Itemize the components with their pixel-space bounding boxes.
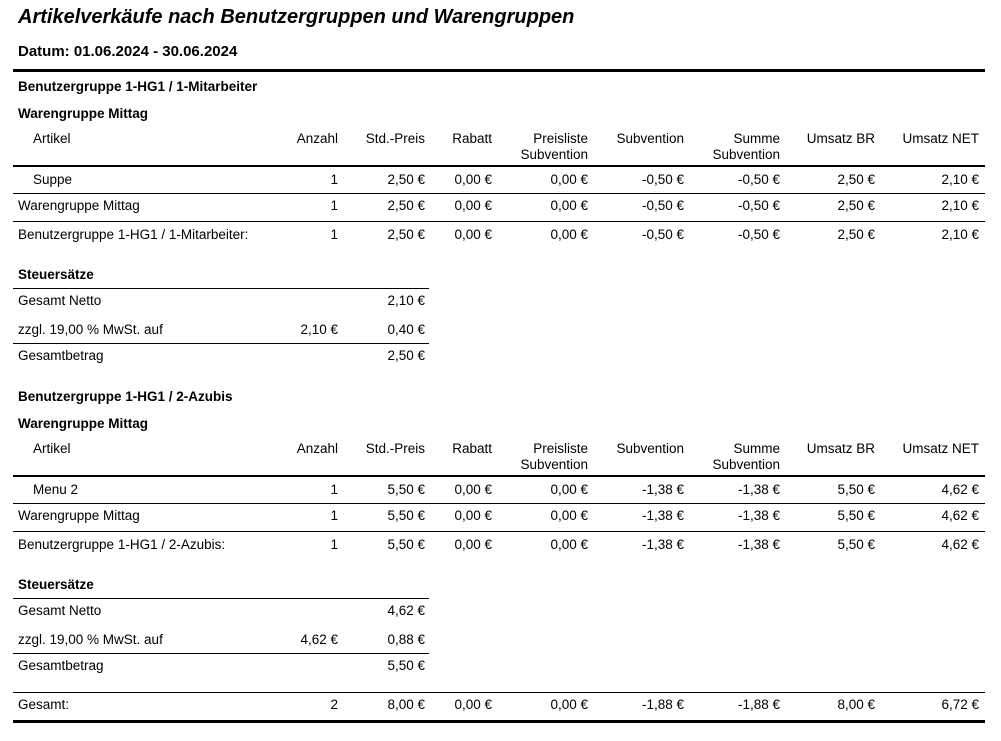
cell-summe: -1,38 €: [737, 537, 780, 552]
steuer-gesamt-value: 5,50 €: [387, 658, 425, 673]
col-summe-line1: Summe: [733, 131, 780, 146]
cell-rabatt: 0,00 €: [454, 537, 492, 552]
cell-preisliste: 0,00 €: [550, 172, 588, 187]
cell-anzahl: 1: [330, 227, 338, 242]
cell-umsatz-net: 4,62 €: [941, 537, 979, 552]
cell-summe: -0,50 €: [737, 227, 780, 242]
grand-total-rule-top: [13, 692, 985, 693]
steuer-mwst-label: zzgl. 19,00 % MwSt. auf: [18, 632, 163, 647]
cell-anzahl: 1: [330, 537, 338, 552]
cell-subvention: -0,50 €: [641, 198, 684, 213]
cell-rabatt: 0,00 €: [454, 172, 492, 187]
cell-std-preis: 5,50 €: [387, 537, 425, 552]
cell-preisliste: 0,00 €: [550, 697, 588, 712]
cell-subvention: -0,50 €: [641, 227, 684, 242]
steuersaetze-heading: Steuersätze: [18, 267, 94, 282]
group-heading: Benutzergruppe 1-HG1 / 2-Azubis: [18, 389, 233, 404]
col-std-preis: Std.-Preis: [365, 131, 425, 146]
steuersaetze-heading: Steuersätze: [18, 577, 94, 592]
cell-rabatt: 0,00 €: [454, 508, 492, 523]
cell-anzahl: 1: [330, 198, 338, 213]
steuer-netto-value: 4,62 €: [387, 603, 425, 618]
steuer-gesamt-row: [0, 348, 1001, 366]
cell-std-preis: 8,00 €: [387, 697, 425, 712]
cell-anzahl: 2: [330, 697, 338, 712]
cell-std-preis: 2,50 €: [387, 198, 425, 213]
steuer-netto-row: [0, 603, 1001, 621]
column-header-row: [0, 441, 1001, 472]
table-row: [0, 482, 1001, 500]
cell-umsatz-net: 2,10 €: [941, 172, 979, 187]
steuer-mwst-base: 2,10 €: [300, 322, 338, 337]
table-header-rule: [13, 475, 985, 477]
steuer-mwst-label: zzgl. 19,00 % MwSt. auf: [18, 322, 163, 337]
column-header-row: [0, 131, 1001, 162]
steuer-rule: [13, 653, 429, 654]
table-header-rule: [13, 165, 985, 167]
col-preisliste-line1: Preisliste: [533, 441, 588, 456]
col-std-preis: Std.-Preis: [365, 441, 425, 456]
cell-rabatt: 0,00 €: [454, 697, 492, 712]
cell-label: Warengruppe Mittag: [18, 198, 140, 213]
benutzergruppe-total-row: [0, 537, 1001, 555]
col-summe-line2: Subvention: [712, 147, 780, 162]
col-rabatt: Rabatt: [452, 131, 492, 146]
steuer-mwst-value: 0,88 €: [387, 632, 425, 647]
cell-anzahl: 1: [330, 508, 338, 523]
cell-summe: -0,50 €: [737, 198, 780, 213]
cell-label: Gesamt:: [18, 697, 70, 712]
steuer-gesamt-label: Gesamtbetrag: [18, 348, 104, 363]
cell-umsatz-br: 5,50 €: [837, 508, 875, 523]
steuer-netto-value: 2,10 €: [387, 293, 425, 308]
row-divider: [13, 531, 985, 532]
cell-artikel: Suppe: [33, 172, 73, 187]
col-anzahl: Anzahl: [296, 131, 338, 146]
steuer-rule: [13, 598, 429, 599]
cell-label: Warengruppe Mittag: [18, 508, 140, 523]
steuer-gesamt-row: [0, 658, 1001, 676]
col-subvention: Subvention: [616, 441, 684, 456]
col-umsatz-net: Umsatz NET: [902, 441, 979, 456]
col-summe-line2: Subvention: [712, 457, 780, 472]
report-title: Artikelverkäufe nach Benutzergruppen und Warengruppen: [18, 6, 575, 28]
col-preisliste-subvention: [520, 131, 588, 163]
cell-preisliste: 0,00 €: [550, 508, 588, 523]
cell-umsatz-br: 5,50 €: [837, 537, 875, 552]
cell-umsatz-br: 2,50 €: [837, 198, 875, 213]
cell-subvention: -1,38 €: [641, 482, 684, 497]
cell-umsatz-net: 4,62 €: [941, 508, 979, 523]
cell-subvention: -1,88 €: [641, 697, 684, 712]
cell-umsatz-br: 8,00 €: [837, 697, 875, 712]
steuer-mwst-value: 0,40 €: [387, 322, 425, 337]
cell-subvention: -1,38 €: [641, 537, 684, 552]
col-umsatz-net: Umsatz NET: [902, 131, 979, 146]
col-summe-line1: Summe: [733, 441, 780, 456]
warengruppe-heading: Warengruppe Mittag: [18, 416, 148, 431]
col-artikel: Artikel: [33, 441, 71, 456]
col-rabatt: Rabatt: [452, 441, 492, 456]
cell-rabatt: 0,00 €: [454, 198, 492, 213]
row-divider: [13, 221, 985, 222]
cell-umsatz-net: 4,62 €: [941, 482, 979, 497]
cell-summe: -0,50 €: [737, 172, 780, 187]
cell-umsatz-br: 2,50 €: [837, 227, 875, 242]
cell-preisliste: 0,00 €: [550, 537, 588, 552]
cell-anzahl: 1: [330, 172, 338, 187]
grand-total-rule-bottom: [13, 720, 985, 723]
cell-subvention: -0,50 €: [641, 172, 684, 187]
cell-umsatz-net: 2,10 €: [941, 227, 979, 242]
header-rule: [13, 69, 985, 72]
group-heading: Benutzergruppe 1-HG1 / 1-Mitarbeiter: [18, 79, 258, 94]
warengruppe-total-row: [0, 508, 1001, 526]
steuer-netto-row: [0, 293, 1001, 311]
steuer-netto-label: Gesamt Netto: [18, 603, 102, 618]
col-subvention: Subvention: [616, 131, 684, 146]
col-umsatz-br: Umsatz BR: [806, 441, 875, 456]
col-anzahl: Anzahl: [296, 441, 338, 456]
cell-preisliste: 0,00 €: [550, 227, 588, 242]
cell-label: Benutzergruppe 1-HG1 / 2-Azubis:: [18, 537, 226, 552]
cell-std-preis: 2,50 €: [387, 227, 425, 242]
col-umsatz-br: Umsatz BR: [806, 131, 875, 146]
col-summe-subvention: [712, 441, 780, 473]
cell-std-preis: 2,50 €: [387, 172, 425, 187]
col-artikel: Artikel: [33, 131, 71, 146]
steuer-rule: [13, 343, 429, 344]
cell-summe: -1,38 €: [737, 482, 780, 497]
steuer-mwst-row: [0, 322, 1001, 340]
col-preisliste-line2: Subvention: [520, 457, 588, 472]
cell-rabatt: 0,00 €: [454, 482, 492, 497]
steuer-netto-label: Gesamt Netto: [18, 293, 102, 308]
col-preisliste-subvention: [520, 441, 588, 473]
cell-artikel: Menu 2: [33, 482, 79, 497]
report-date-range: Datum: 01.06.2024 - 30.06.2024: [18, 43, 238, 60]
cell-std-preis: 5,50 €: [387, 482, 425, 497]
cell-summe: -1,38 €: [737, 508, 780, 523]
steuer-rule: [13, 288, 429, 289]
col-preisliste-line1: Preisliste: [533, 131, 588, 146]
cell-rabatt: 0,00 €: [454, 227, 492, 242]
steuer-mwst-base: 4,62 €: [300, 632, 338, 647]
row-divider: [13, 503, 985, 504]
steuer-gesamt-value: 2,50 €: [387, 348, 425, 363]
cell-umsatz-br: 5,50 €: [837, 482, 875, 497]
cell-summe: -1,88 €: [737, 697, 780, 712]
benutzergruppe-total-row: [0, 227, 1001, 245]
grand-total-row: [0, 697, 1001, 715]
cell-preisliste: 0,00 €: [550, 482, 588, 497]
warengruppe-total-row: [0, 198, 1001, 216]
cell-std-preis: 5,50 €: [387, 508, 425, 523]
warengruppe-heading: Warengruppe Mittag: [18, 106, 148, 121]
steuer-gesamt-label: Gesamtbetrag: [18, 658, 104, 673]
col-summe-subvention: [712, 131, 780, 163]
cell-umsatz-net: 6,72 €: [941, 697, 979, 712]
cell-preisliste: 0,00 €: [550, 198, 588, 213]
col-preisliste-line2: Subvention: [520, 147, 588, 162]
cell-label: Benutzergruppe 1-HG1 / 1-Mitarbeiter:: [18, 227, 249, 242]
cell-umsatz-net: 2,10 €: [941, 198, 979, 213]
row-divider: [13, 193, 985, 194]
cell-subvention: -1,38 €: [641, 508, 684, 523]
table-row: [0, 172, 1001, 190]
steuer-mwst-row: [0, 632, 1001, 650]
cell-anzahl: 1: [330, 482, 338, 497]
cell-umsatz-br: 2,50 €: [837, 172, 875, 187]
